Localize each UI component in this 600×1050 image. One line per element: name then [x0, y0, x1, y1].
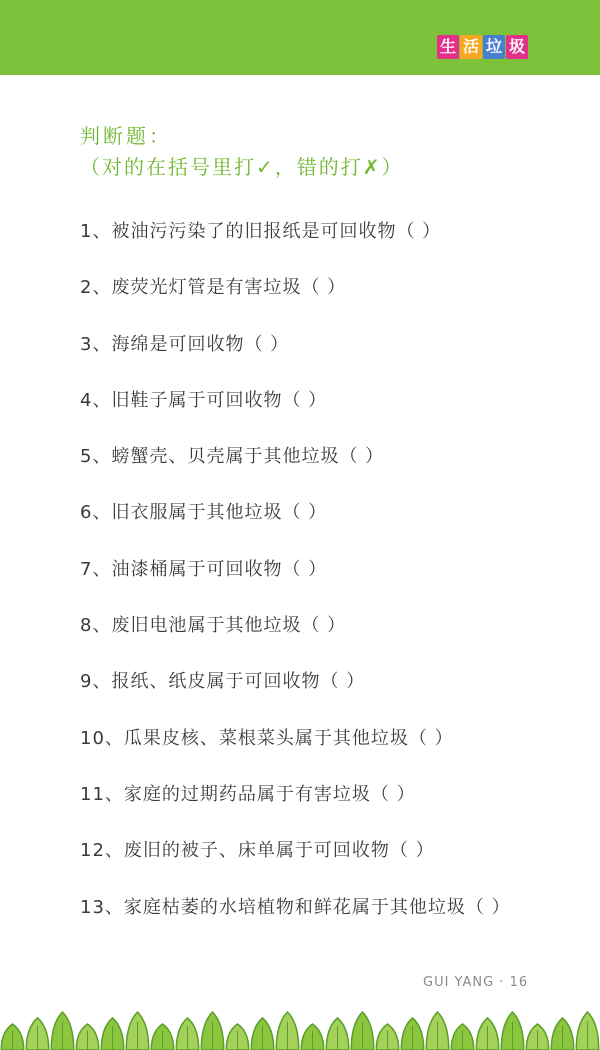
logo — [437, 35, 528, 59]
logo-char-2: 活 — [460, 35, 482, 59]
question-item: 1、被油污污染了的旧报纸是可回收物（ ） — [80, 221, 442, 242]
question-list — [80, 218, 580, 950]
question-item: 13、家庭枯萎的水培植物和鲜花属于其他垃圾（ ） — [80, 896, 511, 918]
question-item: 10、瓜果皮核、菜根菜头属于其他垃圾（ ） — [80, 727, 454, 749]
question-item: 9、报纸、纸皮属于可回收物（ ） — [80, 671, 366, 693]
logo-char-1: 生 — [437, 35, 459, 59]
instructions: （对的在括号里打✓，错的打✗） — [80, 155, 404, 179]
page-footer: GUI YANG · 16 — [423, 975, 529, 990]
question-item: 2、废荧光灯管是有害垃圾（ ） — [80, 277, 347, 299]
question-item: 5、螃蟹壳、贝壳属于其他垃圾（ ） — [80, 446, 385, 468]
logo-char-4: 圾 — [506, 35, 528, 59]
logo-char-3: 垃 — [483, 35, 505, 59]
question-item: 4、旧鞋子属于可回收物（ ） — [80, 389, 328, 411]
question-item: 8、废旧电池属于其他垃圾（ ） — [80, 615, 347, 637]
leaf-border — [0, 1005, 600, 1050]
question-item: 7、油漆桶属于可回收物（ ） — [80, 558, 328, 580]
section-title: 判断题： — [80, 124, 172, 148]
header-bar — [0, 0, 600, 75]
question-item: 12、废旧的被子、床单属于可回收物（ ） — [80, 840, 435, 862]
question-item: 3、海绵是可回收物（ ） — [80, 333, 290, 355]
question-item: 11、家庭的过期药品属于有害垃圾（ ） — [80, 783, 416, 805]
question-item: 6、旧衣服属于其他垃圾（ ） — [80, 502, 328, 524]
